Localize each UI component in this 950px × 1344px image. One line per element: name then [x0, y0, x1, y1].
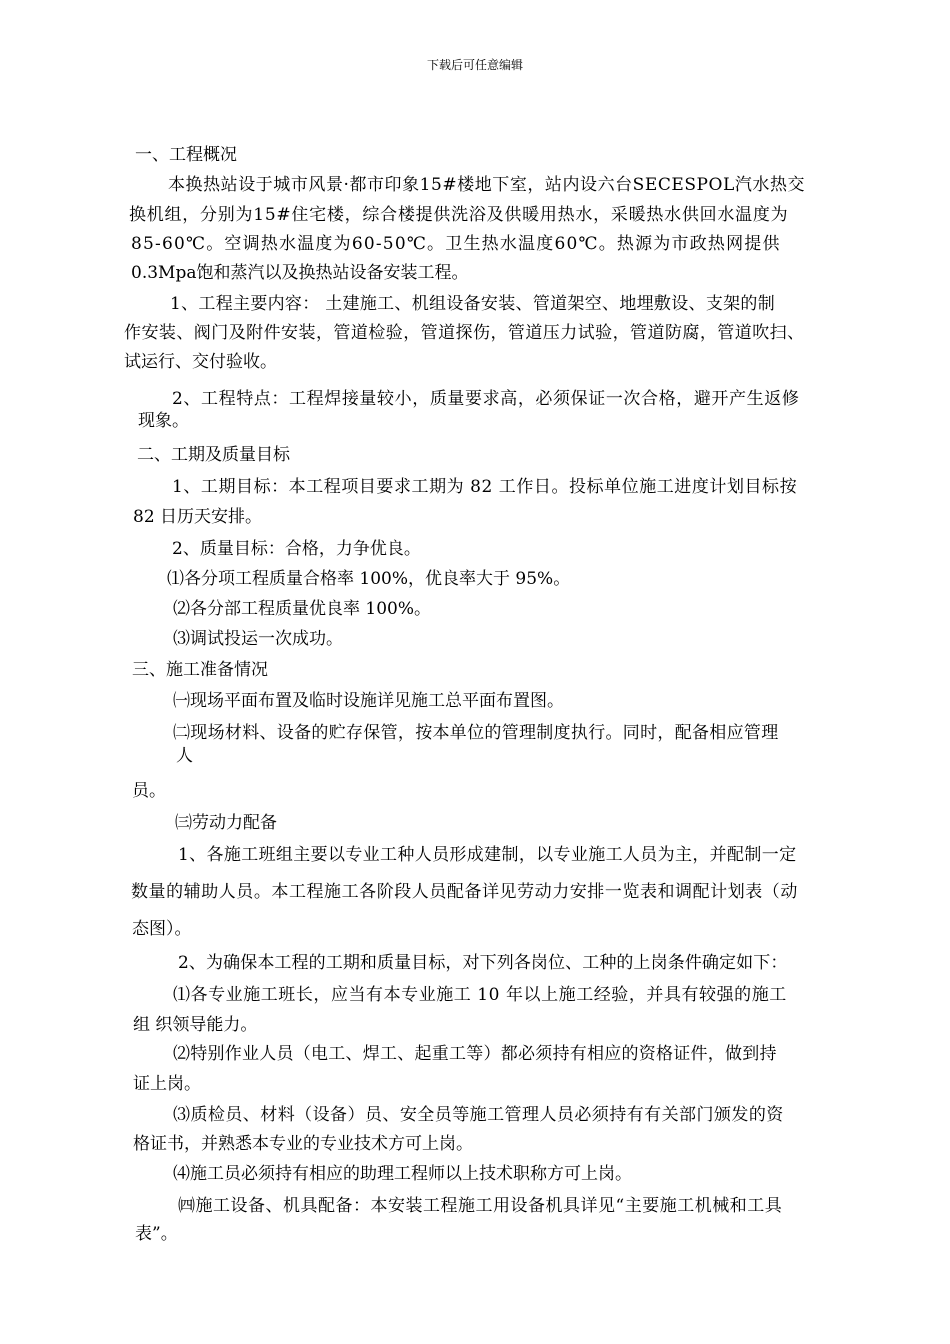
list-item: ⑴各分项工程质量合格率 100%，优良率大于 95%。 [167, 569, 571, 589]
section-heading-2: 二、工期及质量目标 [137, 445, 290, 465]
paragraph-line: 员。 [132, 781, 166, 801]
paragraph-line: 证上岗。 [133, 1074, 201, 1094]
list-item: ⑵特别作业人员（电工、焊工、起重工等）都必须持有相应的资格证件，做到持 [173, 1044, 777, 1064]
list-item: ⑴各专业施工班长，应当有本专业施工 10 年以上施工经验，并具有较强的施工 [173, 985, 787, 1005]
section-heading-1: 一、工程概况 [135, 145, 237, 165]
paragraph-line: 1、工程主要内容： 土建施工、机组设备安装、管道架空、地埋敷设、支架的制 [170, 294, 776, 314]
paragraph-line: 现象。 [138, 411, 189, 431]
paragraph-line: 2、工程特点：工程焊接量较小，质量要求高，必须保证一次合格，避开产生返修 [172, 389, 800, 409]
paragraph-line: 2、质量目标：合格，力争优良。 [172, 539, 421, 559]
list-item: ㈠现场平面布置及临时设施详见施工总平面布置图。 [173, 691, 564, 711]
paragraph-line: 作安装、阀门及附件安装，管道检验，管道探伤，管道压力试验，管道防腐，管道吹扫、 [124, 323, 805, 343]
paragraph-line: 人 [176, 746, 193, 766]
paragraph-line: 态图）。 [132, 919, 192, 939]
paragraph-line: 1、各施工班组主要以专业工种人员形成建制，以专业施工人员为主，并配制一定 [178, 845, 797, 865]
page-header: 下载后可任意编辑 [426, 58, 523, 72]
paragraph-line: 表”。 [135, 1224, 178, 1244]
paragraph-line: 本换热站设于城市风景·都市印象15#楼地下室，站内设六台SECESPOL汽水热交 [168, 175, 806, 195]
paragraph-line: 试运行、交付验收。 [124, 352, 277, 372]
section-heading-3: 三、施工准备情况 [132, 660, 268, 680]
paragraph-line: 格证书，并熟悉本专业的专业技术方可上岗。 [133, 1134, 473, 1154]
paragraph-line: 82 日历天安排。 [133, 507, 263, 527]
paragraph-line: 组 织领导能力。 [133, 1015, 258, 1035]
paragraph-line: 换机组，分别为15#住宅楼，综合楼提供洗浴及供暖用热水，采暖热水供回水温度为 [129, 205, 789, 225]
paragraph-line: 1、工期目标：本工程项目要求工期为 82 工作日。投标单位施工进度计划目标按 [172, 477, 798, 497]
list-item: ⑶质检员、材料（设备）员、安全员等施工管理人员必须持有有关部门颁发的资 [173, 1105, 784, 1125]
subsection-heading: ㈣施工设备、机具配备：本安装工程施工用设备机具详见“主要施工机械和工具 [178, 1196, 783, 1216]
list-item: ⑵各分部工程质量优良率 100%。 [173, 599, 432, 619]
paragraph-line: 2、为确保本工程的工期和质量目标，对下列各岗位、工种的上岗条件确定如下： [178, 953, 788, 973]
paragraph-line: 85-60℃。空调热水温度为60-50℃。卫生热水温度60℃。热源为市政热网提供 [131, 234, 781, 254]
subsection-heading: ㈢劳动力配备 [175, 813, 277, 833]
paragraph-line: 0.3Mpa饱和蒸汽以及换热站设备安装工程。 [131, 263, 469, 283]
paragraph-line: 数量的辅助人员。本工程施工各阶段人员配备详见劳动力安排一览表和调配计划表（动 [131, 882, 798, 902]
list-item: ⑶调试投运一次成功。 [173, 629, 343, 649]
list-item: ㈡现场材料、设备的贮存保管，按本单位的管理制度执行。同时，配备相应管理 [173, 723, 779, 743]
list-item: ⑷施工员必须持有相应的助理工程师以上技术职称方可上岗。 [173, 1164, 632, 1184]
